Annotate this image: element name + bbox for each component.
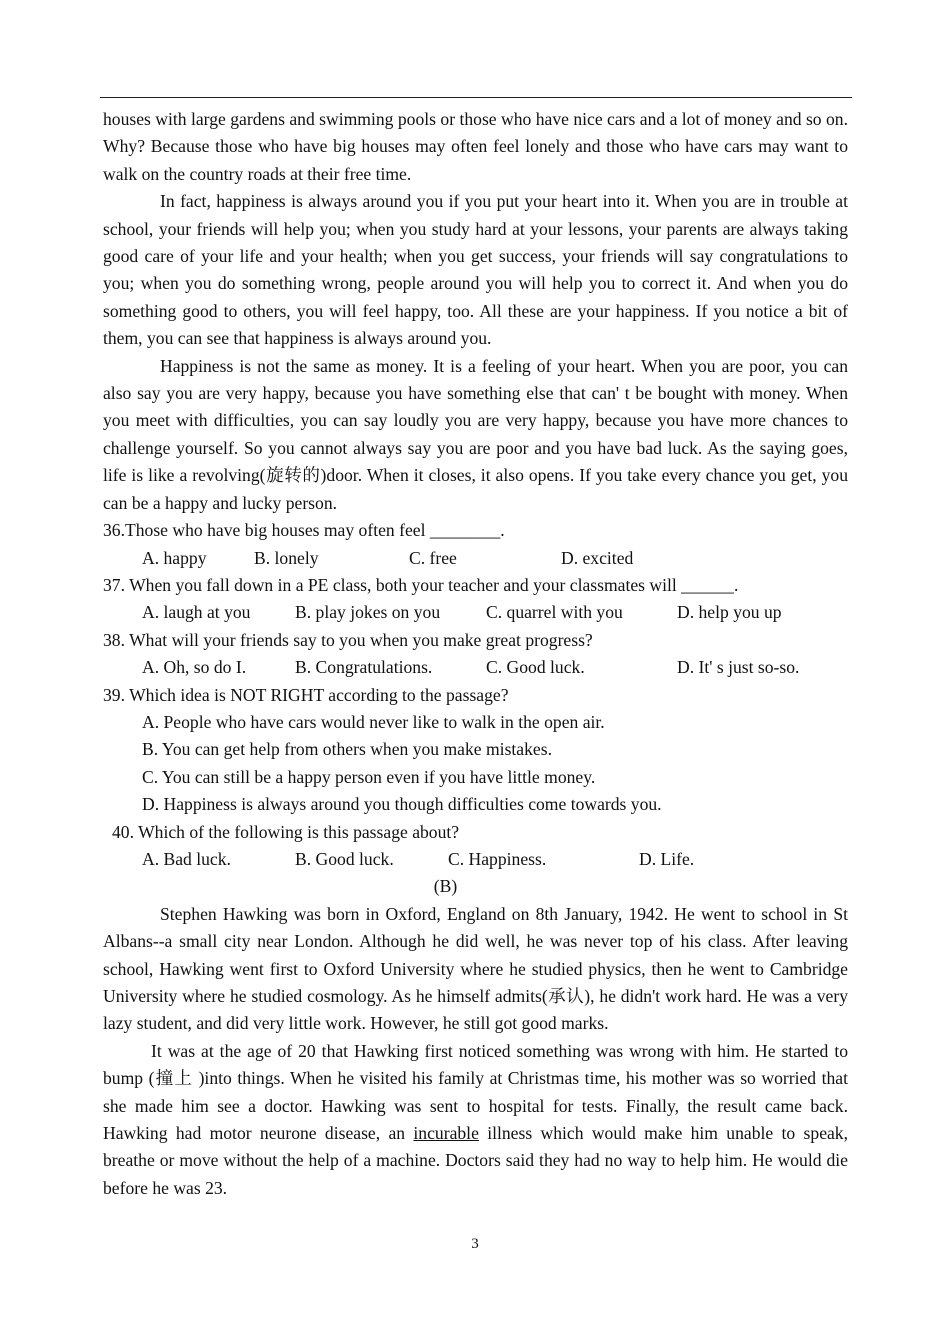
- passage-a-paragraph-1: houses with large gardens and swimming pools or those who have nice cars and a lot of money and so on. Why? Because those who have big houses may often feel lonely and those who have cars may want to walk on the country roads at their free time.: [103, 109, 848, 184]
- option-c: C. quarrel with you: [486, 602, 623, 623]
- option-a: A. Bad luck.: [142, 848, 231, 869]
- question-38-stem: 38. What will your friends say to you when you make great progress?: [103, 629, 593, 650]
- option-b: B. Good luck.: [295, 848, 394, 869]
- passage-b-paragraph-1: Stephen Hawking was born in Oxford, England on 8th January, 1942. He went to school in St Albans--a small city near London. Although he did well, he was never top of his class. After leaving school, Hawking went first to Oxford University where he studied physics, then he went to Cambridge University where he studied cosmology. As he himself admits(承认), he didn't work hard. He was a very lazy student, and did very little work. However, he still got good marks.: [103, 903, 848, 1034]
- option-b: B. Congratulations.: [295, 657, 433, 678]
- section-b-heading: (B): [433, 876, 458, 897]
- question-36-stem: 36.Those who have big houses may often feel ________.: [103, 520, 505, 541]
- question-38-options: [103, 654, 848, 681]
- passage-b-p2-text-before: It was at the age of 20 that Hawking first noticed something was wrong with him. He started to bump (撞上 )into things. When he visited his family at Christmas time, his mother was so worried that she made him see a doctor. Hawking was sent to hospital for tests. Finally, the result came back. Hawking had motor neurone disease, an: [103, 1040, 848, 1144]
- question-37-stem: 37. When you fall down in a PE class, both your teacher and your classmates will ______.: [103, 574, 739, 595]
- question-39-option-a: A. People who have cars would never like to walk in the open air.: [142, 711, 605, 732]
- question-39-option-b: B. You can get help from others when you make mistakes.: [142, 739, 552, 760]
- underlined-word: incurable: [413, 1123, 479, 1144]
- option-c: C. Good luck.: [486, 657, 585, 678]
- option-d: D. It' s just so-so.: [677, 657, 800, 678]
- option-a: A. Oh, so do I.: [142, 657, 247, 678]
- question-40-options: [103, 846, 848, 873]
- question-39-option-c: C. You can still be a happy person even if you have little money.: [142, 766, 596, 787]
- option-d: D. help you up: [677, 602, 782, 623]
- passage-a-paragraph-3: Happiness is not the same as money. It is a feeling of your heart. When you are poor, you can also say you are very happy, because you have something else that can' t be bought with money. When you meet with difficulties, you can say loudly you are very happy, because you have more chances to challenge yourself. So you cannot always say you are poor and you have bad luck. As the saying goes, life is like a revolving(旋转的)door. When it closes, it also opens. If you take every chance you get, you can be a happy and lucky person.: [103, 355, 848, 513]
- option-c: C. free: [409, 547, 457, 568]
- header-rule: [100, 97, 852, 98]
- question-39-option-d: D. Happiness is always around you though difficulties come towards you.: [142, 794, 662, 815]
- question-39-stem: 39. Which idea is NOT RIGHT according to the passage?: [103, 684, 509, 705]
- option-a: A. happy: [142, 547, 207, 568]
- passage-b-paragraph-2: [103, 1038, 848, 1202]
- option-d: D. Life.: [639, 848, 695, 869]
- passage-a-paragraph-2: In fact, happiness is always around you if you put your heart into it. When you are in trouble at school, your friends will help you; when you study hard at your lessons, your parents are always taking good care of your life and your health; when you get success, your friends will say congratulations to you; when you do something wrong, people around you will help you to correct it. And when you do something good to others, you will feel happy, too. All these are your happiness. If you notice a bit of them, you can see that happiness is always around you.: [103, 191, 848, 349]
- option-b: B. lonely: [254, 547, 319, 568]
- question-40-stem: 40. Which of the following is this passage about?: [112, 821, 460, 842]
- option-b: B. play jokes on you: [295, 602, 441, 623]
- page-number: 3: [471, 1236, 479, 1252]
- passage-b-p2-text-after: illness which would make him unable to speak, breathe or move without the help of a machine. Doctors said they had no way to help him. He would die before he was 23.: [103, 1123, 849, 1198]
- option-d: D. excited: [561, 547, 634, 568]
- document-body: [103, 106, 848, 1202]
- question-36-options: [103, 545, 848, 572]
- question-37-options: [103, 599, 848, 626]
- option-c: C. Happiness.: [448, 848, 547, 869]
- option-a: A. laugh at you: [142, 602, 251, 623]
